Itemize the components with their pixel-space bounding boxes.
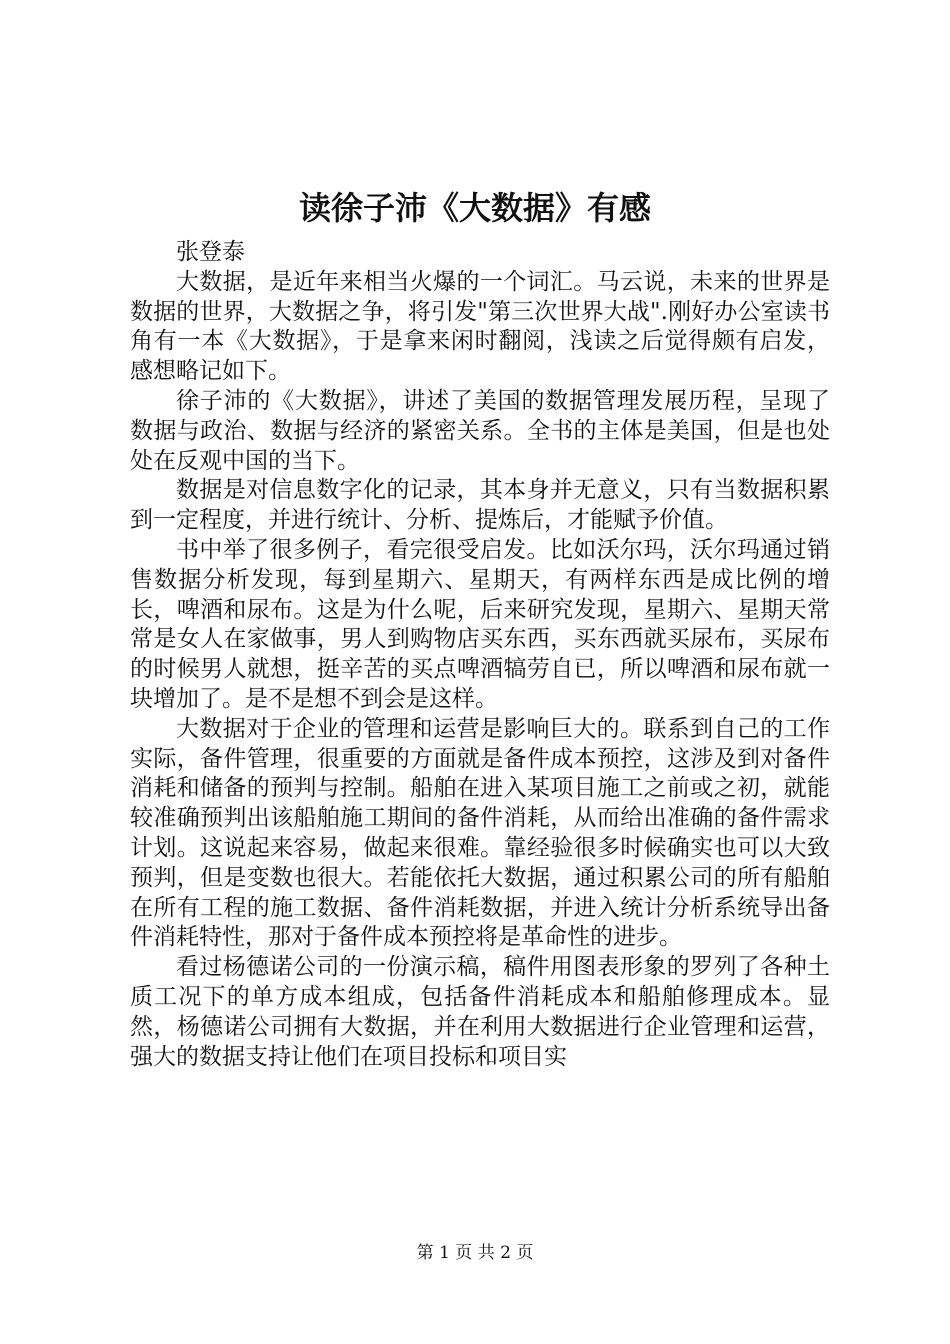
paragraph-4: 书中举了很多例子，看完很受启发。比如沃尔玛，沃尔玛通过销售数据分析发现，每到星期六、星期天，有两样东西是成比例的增长，啤酒和尿布。这是为什么呢，后来研究发现，星期六、星期天常常是女人在家做事，男人到购物店买东西，买东西就买尿布，买尿布的时候男人就想，挺辛苦的买点啤酒犒劳自已，所以啤酒和尿布就一块增加了。是不是想不到会是这样。 bbox=[130, 536, 830, 712]
paragraph-2: 徐子沛的《大数据》，讲述了美国的数据管理发展历程，呈现了数据与政治、数据与经济的紧密关系。全书的主体是美国，但是也处处在反观中国的当下。 bbox=[130, 387, 830, 474]
paragraph-1: 大数据，是近年来相当火爆的一个词汇。马云说，未来的世界是数据的世界，大数据之争，将引发"第三次世界大战".刚好办公室读书角有一本《大数据》，于是拿来闲时翻阅，浅读之后觉得颇有启发，感想略记如下。 bbox=[130, 268, 830, 385]
paragraph-6: 看过杨德诺公司的一份演示稿，稿件用图表形象的罗列了各种土质工况下的单方成本组成，包括备件消耗成本和船舶修理成本。显然，杨德诺公司拥有大数据，并在利用大数据进行企业管理和运营，强大的数据支持让他们在项目投标和项目实 bbox=[130, 954, 830, 1070]
document-title: 读徐子沛《大数据》有感 bbox=[298, 189, 651, 227]
page-footer: 第 1 页 共 2 页 bbox=[416, 1243, 534, 1263]
paragraph-3: 数据是对信息数字化的记录，其本身并无意义，只有当数据积累到一定程度，并进行统计、分析、提炼后，才能赋予价值。 bbox=[130, 477, 830, 534]
document-body bbox=[130, 238, 830, 1072]
paragraph-5: 大数据对于企业的管理和运营是影响巨大的。联系到自己的工作实际，备件管理，很重要的方面就是备件成本预控，这涉及到对备件消耗和储备的预判与控制。船舶在进入某项目施工之前或之初，就能较准确预判出该船舶施工期间的备件消耗，从而给出准确的备件需求计划。这说起来容易，做起来很难。靠经验很多时候确实也可以大致预判，但是变数也很大。若能依托大数据，通过积累公司的所有船舶在所有工程的施工数据、备件消耗数据，并进入统计分析系统导出备件消耗特性，那对于备件成本预控将是革命性的进步。 bbox=[130, 715, 830, 951]
author-name: 张登泰 bbox=[176, 239, 245, 265]
